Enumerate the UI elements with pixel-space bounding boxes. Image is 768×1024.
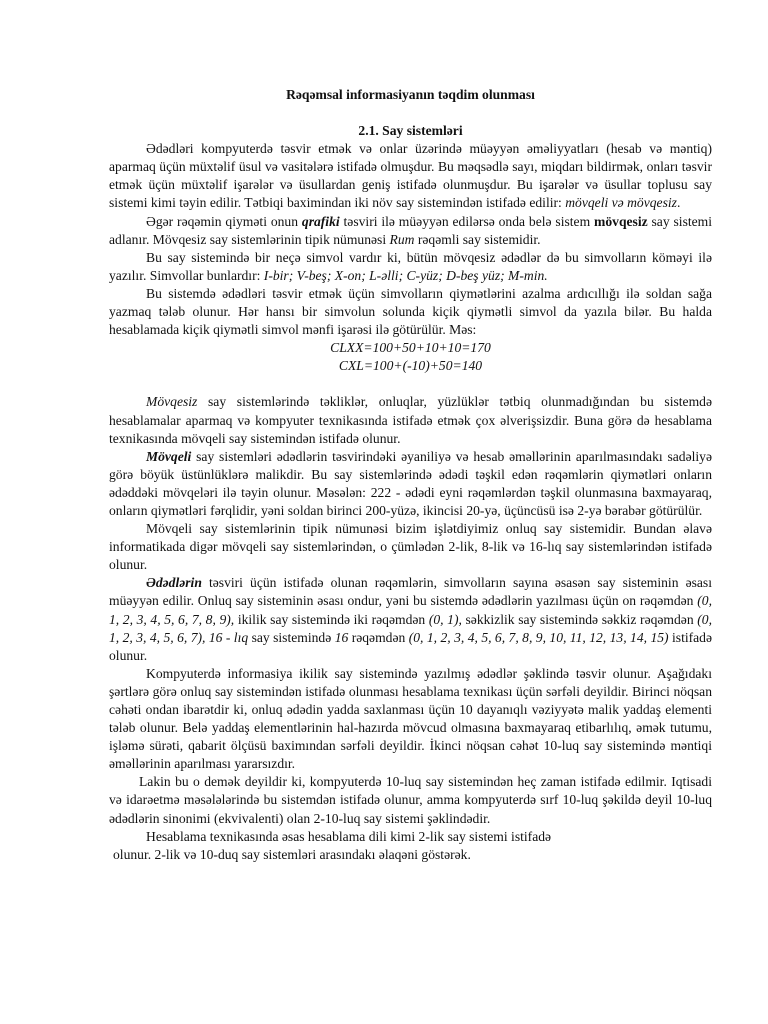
text-run: rəqəmdən: [348, 629, 409, 645]
paragraph-ordering: Bu sistemdə ədədləri təsvir etmək üçün simvolların qiymətlərini azalma ardıcıllığı ilə soldan sağa yazmaq tələb olunur. Hər hansı bir simvolun solunda kiçik qiymətli simvol da yazıla bilər. Bu halda hesablamada kiçik qiymətli simvol mənfi işarəsi ilə götürülür. Məs:: [109, 285, 712, 338]
text-run: say sistemində: [248, 629, 335, 645]
italic-run: (0, 1, 2, 3, 4, 5, 6, 7), 16 - lıq: [109, 611, 712, 645]
paragraph-closing-line-1: Hesablama texnikasında əsas hesablama dili kimi 2-lik say sistemi istifadə: [146, 828, 552, 844]
paragraph-non-positional: [109, 213, 712, 249]
paragraph-base: [109, 574, 712, 664]
bold-italic-run: Mövqeli: [146, 448, 192, 464]
italic-run: (0, 1),: [428, 611, 462, 627]
paragraph-decimal-usage: Lakin bu o demək deyildir ki, kompyuterdə 10-luq say sistemindən heç zaman istifadə edilmir. Iqtisadi və idarəetmə məsələlərində bu sistemdən istifadə olunur, amma kompyuterdə sırf 10-luq şəkildə deyil 10-luq ədədlərin sinonimi (ekvivalenti) olan 2-10-luq say sistemi şəklindədir.: [109, 774, 712, 826]
italic-run: mövqeli və mövqesiz: [565, 195, 677, 211]
blank-line: [109, 375, 712, 393]
paragraph-disadvantages: [109, 393, 712, 447]
text-run: say sistemləri ədədlərin təsvirindəki əyaniliyə və hesab əməllərinin aparılmasındakı sadəliyə görə böyük üstünlüklərə malikdir. Bu say sistemlərində ədədi təşkil edən rəqəmlərin qiymətləri onların ədəddəki mövqeləri ilə təyin olunur. Məsələn: 222 - ədədi eyni rəqəmlərdən təşkil olunmasına baxmayaraq, onların qiymətləri fərqlidir, yəni soldan birinci 200-yüzə, ikincisi 20-yə, üçüncüsü isə 2-yə bərabər götürülür.: [109, 448, 712, 518]
document-page: [109, 86, 712, 864]
italic-run: I-bir; V-beş; X-on; L-əlli; C-yüz; D-beş yüz; M-min.: [263, 267, 548, 283]
paragraph-positional: [109, 448, 712, 520]
text-run: istifadə olunur.: [109, 629, 713, 663]
paragraph-decimal-example: Mövqeli say sistemlərinin tipik nümunəsi bizim işlətdiyimiz onluq say sistemidir. Bundan əlavə informatikada digər mövqeli say sistemlərindən, o çümlədən 2-lik, 8-lik və 16-lıq say sistemlərindən istifadə olunur.: [109, 521, 712, 573]
bold-run: mövqesiz: [594, 213, 648, 229]
text-run: Ədədləri kompyuterdə təsvir etmək və onlar üzərində müəyyən əməliyyatları (hesab və məntiq) aparmaq üçün müxtəlif üsul və vasitələrə istifadə olmuşdur. Bu məqsədlə sayı, miqdarı bildirmək, onları təsvir etmək üçün müxtəlif işarələr və üsullardan geniş istifadə olunmuşdur. Bu işarələr və üsullar toplusu say sistemi kimi təyin edilir. Tətbiqi baximindan iki növ say sistemindən istifadə edilir:: [109, 141, 712, 211]
text-run: Əgər rəqəmin qiyməti onun: [146, 213, 302, 229]
document-title: Rəqəmsal informasiyanın təqdim olunması: [286, 87, 535, 102]
bold-italic-run: qrafiki: [301, 213, 340, 229]
formula-clxx: CLXX=100+50+10+10=170: [330, 340, 491, 356]
paragraph-binary-in-computers: Kompyuterdə informasiya ikilik say sistemində yazılmış ədədlər şəklində təsvir olunur. Aşağıdakı şərtlərə görə onluq say sistemindən istifadə olunması hesablama texnikası üçün sərfəli deyildir. Birinci nöqsan cəhəti ondan ibarətdir ki, onluq ədədin yadda saxlanması üçün 10 dayanıqlı vəziyyətə malik yaddaş elementi tələb olunur. Belə yaddaş elementlərinin hal-hazırda mövcud olmasına baxmayaraq etibarlılıq, əmək tutumu, işləmə sürəti, qabarit ölçüsü baximından sərfəli deyildir. İkinci nöqsan cəhət 10-luq say sistemində məntiqi əməllərinin aparılması yararsızdır.: [109, 665, 712, 772]
paragraph-intro: [109, 140, 712, 212]
text-run: səkkizlik say sistemində səkkiz rəqəmdən: [461, 611, 698, 627]
text-run: say sistemlərində təkliklər, onluqlar, yüzlüklər tətbiq olunmadığından bu sistemdə hesablamalar aparmaq və kompyuter texnikasında istifadə etmək çox əlverişsizdir. Buna görə də hesablama texnikasında mövqeli say sistemindən istifadə olunur.: [109, 394, 712, 446]
paragraph-closing-line-2: olunur. 2-lik və 10-duq say sistemləri arasındakı əlaqəni göstərək.: [113, 846, 471, 862]
text-run: Bu say sistemində bir neçə simvol vardır ki, bütün mövqesiz ədədlər də bu simvolların köməyi ilə yazılır. Simvollar bunlardır:: [109, 249, 712, 283]
text-run: rəqəmli say sistemidir.: [414, 231, 541, 247]
italic-run: 16: [334, 629, 349, 645]
formula-cxl: CXL=100+(-10)+50=140: [338, 358, 483, 374]
text-run: təsviri üçün istifadə olunan rəqəmlərin, simvolların sayına əsasən say sisteminin əsası müəyyən edilir. Onluq say sisteminin əsası ondur, yəni bu sistemdə ədədlərin yazılması üçün on rəqəmdən: [109, 575, 712, 609]
italic-run: Mövqesiz: [146, 394, 198, 410]
bold-italic-run: Ədədlərin: [146, 575, 202, 591]
italic-run: (0, 1, 2, 3, 4, 5, 6, 7, 8, 9),: [109, 593, 712, 627]
section-heading: 2.1. Say sistemləri: [358, 123, 463, 139]
text-run: ikilik say sistemində iki rəqəmdən: [234, 611, 429, 627]
text-run: .: [676, 195, 681, 211]
italic-run: Rum: [389, 231, 415, 247]
italic-run: (0, 1, 2, 3, 4, 5, 6, 7, 8, 9, 10, 11, 12, 13, 14, 15): [408, 629, 669, 645]
paragraph-symbols: [109, 249, 712, 285]
text-run: say sistemi adlanır. Mövqesiz say sistemlərinin tipik nümunəsi: [109, 213, 713, 247]
text-run: təsviri ilə müəyyən edilərsə onda belə sistem: [339, 213, 595, 229]
